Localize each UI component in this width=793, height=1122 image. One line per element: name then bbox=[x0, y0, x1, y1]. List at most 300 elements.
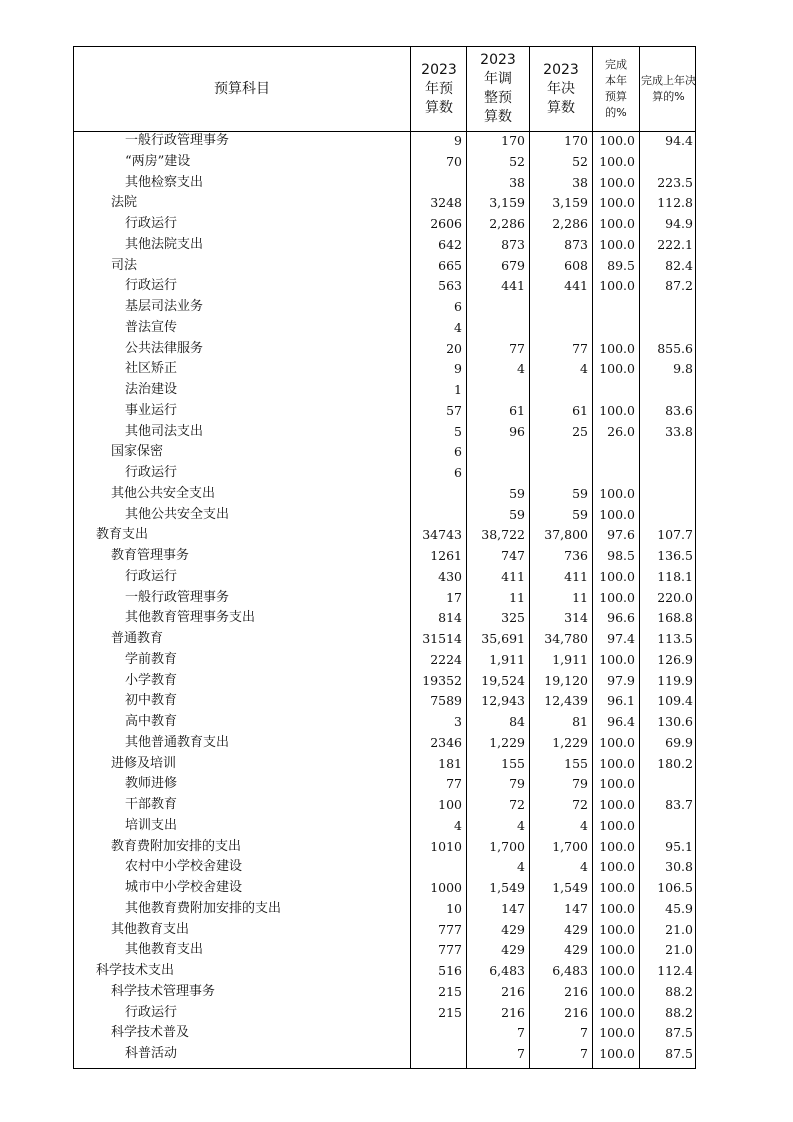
row-adjusted: 96 bbox=[509, 423, 525, 439]
row-subject: 培训支出 bbox=[125, 817, 178, 833]
row-adjusted: 6,483 bbox=[489, 963, 525, 978]
table-row bbox=[74, 629, 695, 650]
table-row bbox=[74, 940, 695, 961]
row-vs-last-year: 855.6 bbox=[657, 340, 693, 356]
table-row bbox=[74, 588, 695, 609]
row-subject: 学前教育 bbox=[125, 651, 178, 667]
row-final bbox=[530, 318, 592, 339]
budget-table bbox=[73, 46, 696, 1069]
row-subject: 基层司法业务 bbox=[125, 299, 204, 314]
table-row bbox=[74, 505, 695, 526]
row-subject: 科学技术普及 bbox=[111, 1025, 190, 1041]
row-vs-last-year: 88.2 bbox=[665, 983, 693, 999]
row-vs-last-year: 118.1 bbox=[657, 568, 693, 584]
row-final: 873 bbox=[564, 236, 588, 252]
row-subject: 其他检察支出 bbox=[125, 174, 204, 190]
row-completion-rate: 100.0 bbox=[599, 361, 635, 377]
table-row bbox=[74, 567, 695, 588]
row-subject: 普法宣传 bbox=[125, 319, 178, 335]
row-budget: 1 bbox=[454, 382, 462, 397]
row-budget: 181 bbox=[438, 755, 462, 771]
row-final: 314 bbox=[564, 610, 588, 626]
row-subject: 其他教育支出 bbox=[125, 942, 204, 958]
row-vs-last-year bbox=[640, 297, 697, 318]
row-completion-rate bbox=[593, 380, 639, 401]
row-completion-rate bbox=[593, 442, 639, 463]
row-final: 155 bbox=[564, 755, 588, 771]
row-subject: 法院 bbox=[111, 195, 138, 211]
table-row bbox=[74, 380, 695, 401]
row-subject: 国家保密 bbox=[111, 444, 164, 460]
row-completion-rate: 97.9 bbox=[607, 672, 635, 688]
row-adjusted: 147 bbox=[501, 900, 525, 916]
row-subject: 其他教育管理事务支出 bbox=[125, 610, 256, 626]
row-adjusted: 52 bbox=[509, 153, 525, 169]
row-vs-last-year: 21.0 bbox=[665, 942, 693, 958]
row-adjusted bbox=[467, 442, 529, 463]
row-budget: 4 bbox=[454, 319, 462, 335]
table-row bbox=[74, 152, 695, 173]
row-subject: 普通教育 bbox=[111, 631, 164, 646]
row-final: 38 bbox=[572, 174, 588, 190]
row-budget: 57 bbox=[446, 402, 462, 418]
row-budget: 777 bbox=[438, 921, 462, 937]
row-completion-rate: 96.4 bbox=[607, 714, 635, 729]
row-vs-last-year: 119.9 bbox=[657, 672, 693, 688]
row-final: 2,286 bbox=[552, 216, 588, 231]
row-final: 77 bbox=[572, 340, 588, 356]
row-final: 4 bbox=[580, 859, 588, 875]
row-final: 7 bbox=[580, 1025, 588, 1041]
table-row bbox=[74, 193, 695, 214]
row-budget: 563 bbox=[438, 278, 462, 294]
table-row bbox=[74, 920, 695, 941]
row-subject: 行政运行 bbox=[125, 216, 178, 231]
row-adjusted bbox=[467, 380, 529, 401]
row-budget: 215 bbox=[438, 983, 462, 999]
row-final: 216 bbox=[564, 983, 588, 999]
table-row bbox=[74, 276, 695, 297]
row-final: 25 bbox=[572, 423, 588, 439]
row-final: 1,549 bbox=[552, 880, 588, 895]
row-budget bbox=[410, 1044, 466, 1065]
row-vs-last-year: 87.5 bbox=[665, 1046, 693, 1061]
row-budget: 6 bbox=[454, 444, 462, 460]
row-completion-rate: 100.0 bbox=[599, 942, 635, 958]
row-budget: 1000 bbox=[430, 880, 462, 895]
row-subject: 行政运行 bbox=[125, 278, 178, 294]
row-subject: 事业运行 bbox=[125, 402, 178, 418]
table-row bbox=[74, 463, 695, 484]
row-subject: 科学技术支出 bbox=[96, 963, 175, 978]
row-final: 52 bbox=[572, 153, 588, 169]
row-completion-rate: 100.0 bbox=[599, 174, 635, 190]
table-row bbox=[74, 774, 695, 795]
row-final bbox=[530, 380, 592, 401]
row-subject: 其他公共安全支出 bbox=[125, 506, 230, 522]
row-adjusted: 1,911 bbox=[489, 651, 525, 667]
row-subject: 行政运行 bbox=[125, 465, 178, 480]
row-completion-rate: 100.0 bbox=[599, 776, 635, 792]
table-row bbox=[74, 650, 695, 671]
row-vs-last-year bbox=[640, 816, 697, 837]
table-row bbox=[74, 878, 695, 899]
table-row bbox=[74, 525, 695, 546]
table-row bbox=[74, 256, 695, 277]
row-budget: 9 bbox=[454, 361, 462, 377]
row-subject: 社区矫正 bbox=[125, 361, 178, 377]
row-completion-rate bbox=[593, 463, 639, 484]
row-subject: 其他司法支出 bbox=[125, 423, 204, 439]
row-completion-rate: 26.0 bbox=[607, 423, 635, 439]
row-adjusted: 3,159 bbox=[489, 195, 525, 211]
row-final: 6,483 bbox=[552, 963, 588, 978]
table-row bbox=[74, 691, 695, 712]
row-adjusted: 12,943 bbox=[481, 693, 525, 709]
row-budget: 31514 bbox=[422, 631, 462, 646]
row-completion-rate: 100.0 bbox=[599, 402, 635, 418]
row-completion-rate: 100.0 bbox=[599, 485, 635, 501]
row-final: 59 bbox=[572, 485, 588, 501]
row-vs-last-year: 45.9 bbox=[665, 900, 693, 916]
row-completion-rate: 100.0 bbox=[599, 195, 635, 211]
table-header bbox=[74, 47, 695, 132]
row-adjusted: 4 bbox=[517, 859, 525, 875]
row-final: 19,120 bbox=[544, 672, 588, 688]
row-vs-last-year: 33.8 bbox=[665, 423, 693, 439]
row-subject: 其他公共安全支出 bbox=[111, 485, 216, 501]
row-completion-rate: 100.0 bbox=[599, 1004, 635, 1020]
row-final: 11 bbox=[572, 589, 588, 605]
row-completion-rate: 96.1 bbox=[607, 693, 635, 709]
row-budget: 7589 bbox=[430, 693, 462, 709]
row-subject: 其他教育费附加安排的支出 bbox=[125, 900, 282, 916]
row-adjusted: 19,524 bbox=[481, 672, 525, 688]
row-adjusted: 7 bbox=[517, 1025, 525, 1041]
row-vs-last-year: 180.2 bbox=[657, 755, 693, 771]
row-final: 736 bbox=[564, 548, 588, 563]
table-row bbox=[74, 982, 695, 1003]
row-adjusted: 1,700 bbox=[489, 838, 525, 854]
row-subject: 农村中小学校舍建设 bbox=[125, 859, 243, 875]
row-adjusted: 79 bbox=[509, 776, 525, 792]
row-completion-rate: 100.0 bbox=[599, 568, 635, 584]
row-adjusted: 7 bbox=[517, 1046, 525, 1061]
row-final: 79 bbox=[572, 776, 588, 792]
row-adjusted: 59 bbox=[509, 485, 525, 501]
header-subject: 预算科目 bbox=[214, 80, 270, 97]
row-budget bbox=[410, 1023, 466, 1044]
row-final: 608 bbox=[564, 257, 588, 273]
row-adjusted: 441 bbox=[501, 278, 525, 294]
row-adjusted: 38 bbox=[509, 174, 525, 190]
row-adjusted: 4 bbox=[517, 361, 525, 377]
header-completion-rate: 完成 本年 预算 的% bbox=[605, 58, 627, 119]
row-final: 37,800 bbox=[544, 527, 588, 543]
row-subject: 其他普通教育支出 bbox=[125, 734, 230, 750]
row-completion-rate: 96.6 bbox=[607, 610, 635, 626]
table-row bbox=[74, 422, 695, 443]
row-adjusted: 84 bbox=[509, 714, 525, 729]
row-subject: 一般行政管理事务 bbox=[125, 589, 230, 605]
table-row bbox=[74, 857, 695, 878]
row-subject: 其他法院支出 bbox=[125, 236, 204, 252]
row-subject: 行政运行 bbox=[125, 568, 178, 584]
table-row bbox=[74, 671, 695, 692]
row-budget: 2346 bbox=[430, 734, 462, 750]
row-vs-last-year bbox=[640, 152, 697, 173]
row-adjusted: 429 bbox=[501, 921, 525, 937]
row-vs-last-year: 136.5 bbox=[657, 548, 693, 563]
row-budget: 70 bbox=[446, 153, 462, 169]
row-completion-rate: 100.0 bbox=[599, 880, 635, 895]
row-adjusted: 679 bbox=[501, 257, 525, 273]
row-budget: 5 bbox=[454, 423, 462, 439]
table-row bbox=[74, 1003, 695, 1024]
header-adjusted: 2023 年调 整预 算数 bbox=[480, 52, 516, 125]
row-adjusted: 2,286 bbox=[489, 216, 525, 231]
table-row bbox=[74, 899, 695, 920]
table-row bbox=[74, 401, 695, 422]
row-completion-rate: 100.0 bbox=[599, 236, 635, 252]
row-completion-rate: 100.0 bbox=[599, 340, 635, 356]
row-vs-last-year: 107.7 bbox=[657, 527, 693, 543]
row-final bbox=[530, 463, 592, 484]
row-vs-last-year bbox=[640, 380, 697, 401]
row-vs-last-year: 69.9 bbox=[665, 734, 693, 750]
row-completion-rate: 100.0 bbox=[599, 133, 635, 148]
row-vs-last-year: 113.5 bbox=[657, 631, 693, 646]
row-subject: 教育支出 bbox=[96, 527, 149, 543]
row-adjusted: 59 bbox=[509, 506, 525, 522]
row-budget: 516 bbox=[438, 963, 462, 978]
table-row bbox=[74, 1044, 695, 1065]
table-row bbox=[74, 235, 695, 256]
row-completion-rate: 100.0 bbox=[599, 734, 635, 750]
row-adjusted: 35,691 bbox=[481, 631, 525, 646]
row-subject: 司法 bbox=[111, 257, 138, 273]
row-adjusted: 429 bbox=[501, 942, 525, 958]
row-budget: 642 bbox=[438, 236, 462, 252]
row-budget: 6 bbox=[454, 465, 462, 480]
row-completion-rate: 89.5 bbox=[607, 257, 635, 273]
row-vs-last-year bbox=[640, 442, 697, 463]
row-budget: 9 bbox=[454, 133, 462, 148]
table-row bbox=[74, 484, 695, 505]
row-final: 72 bbox=[572, 797, 588, 812]
row-vs-last-year: 94.4 bbox=[665, 133, 693, 148]
table-row bbox=[74, 961, 695, 982]
row-final: 1,229 bbox=[552, 734, 588, 750]
row-completion-rate: 97.6 bbox=[607, 527, 635, 543]
header-final: 2023 年决 算数 bbox=[543, 61, 579, 116]
row-adjusted: 325 bbox=[501, 610, 525, 626]
row-budget: 430 bbox=[438, 568, 462, 584]
row-vs-last-year: 83.6 bbox=[665, 402, 693, 418]
row-budget: 17 bbox=[446, 589, 462, 605]
row-adjusted: 1,229 bbox=[489, 734, 525, 750]
row-subject: 高中教育 bbox=[125, 714, 178, 729]
row-completion-rate bbox=[593, 297, 639, 318]
row-final: 3,159 bbox=[552, 195, 588, 211]
row-budget: 1010 bbox=[430, 838, 462, 854]
row-vs-last-year: 9.8 bbox=[673, 361, 693, 377]
row-subject: 行政运行 bbox=[125, 1004, 178, 1020]
table-row bbox=[74, 297, 695, 318]
row-vs-last-year: 106.5 bbox=[657, 880, 693, 895]
table-row bbox=[74, 754, 695, 775]
row-vs-last-year: 94.9 bbox=[665, 216, 693, 231]
row-budget: 215 bbox=[438, 1004, 462, 1020]
row-final: 147 bbox=[564, 900, 588, 916]
table-row bbox=[74, 608, 695, 629]
row-vs-last-year: 82.4 bbox=[665, 257, 693, 273]
row-final bbox=[530, 297, 592, 318]
row-completion-rate bbox=[593, 318, 639, 339]
row-completion-rate: 100.0 bbox=[599, 1025, 635, 1041]
row-final: 4 bbox=[580, 361, 588, 377]
row-completion-rate: 100.0 bbox=[599, 651, 635, 667]
row-completion-rate: 100.0 bbox=[599, 506, 635, 522]
row-completion-rate: 100.0 bbox=[599, 859, 635, 875]
row-vs-last-year: 87.2 bbox=[665, 278, 693, 294]
row-subject: 公共法律服务 bbox=[125, 340, 204, 356]
table-row bbox=[74, 712, 695, 733]
row-completion-rate: 100.0 bbox=[599, 921, 635, 937]
row-subject: 教育管理事务 bbox=[111, 548, 190, 563]
row-subject: 教师进修 bbox=[125, 776, 178, 792]
row-vs-last-year: 83.7 bbox=[665, 797, 693, 812]
row-subject: 初中教育 bbox=[125, 693, 178, 709]
row-completion-rate: 100.0 bbox=[599, 900, 635, 916]
row-adjusted: 1,549 bbox=[489, 880, 525, 895]
row-vs-last-year: 88.2 bbox=[665, 1004, 693, 1020]
row-subject: “两房”建设 bbox=[125, 153, 191, 169]
row-completion-rate: 100.0 bbox=[599, 1046, 635, 1061]
table-row bbox=[74, 339, 695, 360]
row-final: 170 bbox=[564, 133, 588, 148]
table-row bbox=[74, 795, 695, 816]
row-vs-last-year bbox=[640, 318, 697, 339]
row-vs-last-year: 168.8 bbox=[657, 610, 693, 626]
row-budget: 4 bbox=[454, 817, 462, 833]
row-completion-rate: 100.0 bbox=[599, 216, 635, 231]
row-budget: 665 bbox=[438, 257, 462, 273]
row-budget bbox=[410, 505, 466, 526]
row-adjusted: 77 bbox=[509, 340, 525, 356]
row-vs-last-year: 21.0 bbox=[665, 921, 693, 937]
row-budget: 100 bbox=[438, 797, 462, 812]
row-adjusted: 216 bbox=[501, 1004, 525, 1020]
row-adjusted: 170 bbox=[501, 133, 525, 148]
row-vs-last-year: 220.0 bbox=[657, 589, 693, 605]
table-row bbox=[74, 359, 695, 380]
row-vs-last-year: 112.4 bbox=[657, 963, 693, 978]
table-row bbox=[74, 837, 695, 858]
row-adjusted: 38,722 bbox=[481, 527, 525, 543]
row-budget: 2224 bbox=[430, 651, 462, 667]
row-adjusted: 747 bbox=[501, 548, 525, 563]
table-row bbox=[74, 442, 695, 463]
table-row bbox=[74, 214, 695, 235]
row-adjusted: 216 bbox=[501, 983, 525, 999]
row-completion-rate: 100.0 bbox=[599, 817, 635, 833]
row-final: 34,780 bbox=[544, 631, 588, 646]
row-final: 1,911 bbox=[552, 651, 588, 667]
row-adjusted: 155 bbox=[501, 755, 525, 771]
row-vs-last-year: 130.6 bbox=[657, 714, 693, 729]
row-completion-rate: 97.4 bbox=[607, 631, 635, 646]
row-budget: 814 bbox=[438, 610, 462, 626]
row-final: 429 bbox=[564, 942, 588, 958]
row-subject: 一般行政管理事务 bbox=[125, 133, 230, 148]
table-row bbox=[74, 1023, 695, 1044]
row-final: 429 bbox=[564, 921, 588, 937]
row-adjusted bbox=[467, 463, 529, 484]
row-vs-last-year bbox=[640, 463, 697, 484]
row-final: 7 bbox=[580, 1046, 588, 1061]
row-final: 61 bbox=[572, 402, 588, 418]
row-subject: 其他教育支出 bbox=[111, 921, 190, 937]
row-subject: 干部教育 bbox=[125, 797, 178, 812]
row-subject: 法治建设 bbox=[125, 382, 178, 397]
row-final bbox=[530, 442, 592, 463]
row-completion-rate: 100.0 bbox=[599, 755, 635, 771]
row-completion-rate: 100.0 bbox=[599, 278, 635, 294]
row-final: 4 bbox=[580, 817, 588, 833]
row-budget: 777 bbox=[438, 942, 462, 958]
row-final: 59 bbox=[572, 506, 588, 522]
row-vs-last-year bbox=[640, 774, 697, 795]
row-vs-last-year: 109.4 bbox=[657, 693, 693, 709]
row-final: 81 bbox=[572, 714, 588, 729]
row-budget: 19352 bbox=[422, 672, 462, 688]
row-budget: 20 bbox=[446, 340, 462, 356]
row-budget: 2606 bbox=[430, 216, 462, 231]
row-budget: 10 bbox=[446, 900, 462, 916]
row-budget: 3248 bbox=[430, 195, 462, 211]
row-budget: 3 bbox=[454, 714, 462, 729]
row-vs-last-year: 87.5 bbox=[665, 1025, 693, 1041]
row-completion-rate: 98.5 bbox=[607, 548, 635, 563]
row-budget: 77 bbox=[446, 776, 462, 792]
row-adjusted bbox=[467, 297, 529, 318]
row-budget bbox=[410, 857, 466, 878]
row-vs-last-year: 95.1 bbox=[665, 838, 693, 854]
row-vs-last-year: 30.8 bbox=[665, 859, 693, 875]
row-completion-rate: 100.0 bbox=[599, 153, 635, 169]
row-budget: 34743 bbox=[422, 527, 462, 543]
row-final: 411 bbox=[564, 568, 588, 584]
row-subject: 科学技术管理事务 bbox=[111, 983, 216, 999]
row-vs-last-year: 223.5 bbox=[657, 174, 693, 190]
row-final: 216 bbox=[564, 1004, 588, 1020]
row-final: 1,700 bbox=[552, 838, 588, 854]
row-vs-last-year: 126.9 bbox=[657, 651, 693, 667]
table-row bbox=[74, 131, 695, 152]
row-final: 12,439 bbox=[544, 693, 588, 709]
row-adjusted: 411 bbox=[501, 568, 525, 584]
row-vs-last-year: 222.1 bbox=[657, 236, 693, 252]
row-completion-rate: 100.0 bbox=[599, 983, 635, 999]
row-adjusted: 61 bbox=[509, 402, 525, 418]
row-final: 441 bbox=[564, 278, 588, 294]
row-subject: 小学教育 bbox=[125, 672, 178, 688]
table-row bbox=[74, 733, 695, 754]
row-adjusted: 873 bbox=[501, 236, 525, 252]
row-completion-rate: 100.0 bbox=[599, 797, 635, 812]
table-row bbox=[74, 318, 695, 339]
